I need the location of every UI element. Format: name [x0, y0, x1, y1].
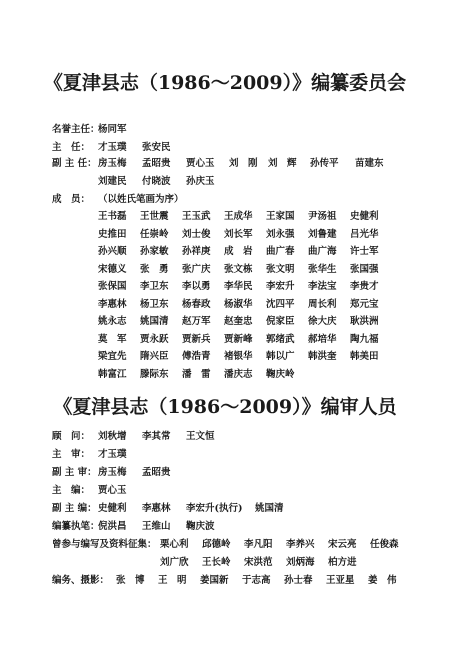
member-name: 韩以广: [266, 351, 295, 362]
member-name: 莫 军: [98, 333, 127, 345]
writer-name: 倪洪昌: [98, 521, 127, 532]
member-name: 刘士俊: [182, 228, 211, 240]
members-note: （以姓氏笔画为序）: [98, 194, 184, 205]
chief-editor-name: 贾心玉: [98, 485, 127, 496]
member-name: 潘 雷: [182, 368, 211, 380]
member-name: 刘鲁建: [308, 228, 337, 240]
writer-name: 王维山: [142, 521, 171, 532]
deputy-editor-name: 李惠林: [142, 503, 171, 514]
contributor-name: 邱德岭: [202, 539, 231, 550]
advisors-label: 顾 问：: [52, 431, 91, 442]
member-name: 刘永强: [266, 228, 295, 240]
advisor-name: 王文恒: [186, 431, 215, 442]
contributors-row: [52, 538, 412, 552]
member-name: 尹汤祖: [308, 211, 337, 222]
deputy-director-name: 房玉梅: [98, 158, 127, 169]
member-name: 孙祥庚: [182, 246, 211, 257]
member-name: 孙家敏: [140, 246, 169, 257]
director-name: 张安民: [142, 142, 171, 153]
staff-name: 姜国新: [200, 575, 229, 586]
deputy-editor-name: 史健利: [98, 503, 127, 514]
member-name: 史推田: [98, 228, 127, 240]
member-name: 韩美田: [350, 351, 379, 362]
member-name: 史健利: [350, 211, 379, 222]
member-name: 王家国: [266, 211, 295, 222]
member-name: 郭绪武: [266, 333, 295, 345]
honorary-director-row: [52, 123, 412, 137]
member-name: 贾永跃: [140, 333, 169, 345]
staff-row: [52, 574, 422, 588]
members-row: [98, 245, 408, 259]
member-name: 滕际东: [140, 368, 169, 380]
member-name: 曲广海: [308, 246, 337, 257]
deputy-directors-row-2: [52, 175, 412, 189]
writer-name: 鞠庆波: [186, 521, 215, 532]
members-row: [98, 280, 408, 294]
chief-editor-row: [52, 484, 412, 498]
members-row: [98, 368, 408, 382]
member-name: 陶九福: [350, 333, 379, 345]
staff-name: 孙士春: [284, 575, 313, 586]
deputy-reviewer-row: [52, 466, 412, 480]
member-name: 耿洪洲: [350, 316, 379, 327]
member-name: 张广庆: [182, 263, 211, 275]
deputy-director-name: 苗建东: [355, 158, 384, 169]
committee-title: 《夏津县志（1986～2009）》编纂委员会: [43, 72, 407, 94]
staff-name: 于志高: [242, 575, 271, 586]
contributor-name: 栗心利: [160, 539, 189, 550]
deputy-director-name: 付晓波: [142, 176, 171, 187]
members-label: 成 员：: [52, 194, 91, 205]
contributors-label: 曾参与编写及资料征集：: [52, 539, 157, 550]
deputy-directors-row: [52, 157, 412, 171]
chief-reviewer-row: [52, 448, 412, 462]
contributors-row-2: [52, 556, 412, 570]
staff-name: 张 博: [116, 575, 145, 586]
member-name: 梁宜先: [98, 351, 127, 362]
contributor-name: 任俊森: [370, 539, 399, 550]
director-label: 主 任：: [52, 142, 91, 153]
advisor-name: 刘秋增: [98, 431, 127, 442]
editors-title: 《夏津县志（1986～2009）》编审人员: [53, 396, 397, 418]
member-name: 倪家臣: [266, 316, 295, 327]
member-name: 刘长军: [224, 228, 253, 240]
members-row: [98, 298, 408, 312]
member-name: 王世震: [140, 211, 169, 222]
member-name: 李宏升: [266, 281, 295, 292]
members-row: [98, 263, 408, 277]
member-name: 贾新峰: [224, 333, 253, 345]
member-name: 隋兴臣: [140, 351, 169, 362]
members-row: [98, 350, 408, 364]
contributor-name: 王长岭: [202, 557, 231, 568]
members-row: [98, 228, 408, 242]
member-name: 张文栋: [224, 263, 253, 275]
member-name: 李卫东: [140, 281, 169, 292]
deputy-director-name: 孟昭贵: [142, 158, 171, 169]
deputy-editors-row: [52, 502, 412, 516]
contributor-name: 刘炳海: [286, 557, 315, 568]
member-name: 李以勇: [182, 281, 211, 292]
member-name: 杨卫东: [140, 298, 169, 310]
deputy-reviewer-label: 副 主 审：: [52, 467, 97, 478]
member-name: 李华民: [224, 281, 253, 292]
contributor-name: 刘广欣: [160, 557, 189, 568]
writers-row: [52, 520, 412, 534]
staff-label: 编务、摄影：: [52, 575, 110, 586]
member-name: 姚国清: [140, 316, 169, 327]
contributor-name: 宋洪范: [244, 557, 273, 568]
member-name: 周长利: [308, 298, 337, 310]
deputy-reviewer-name: 房玉梅: [98, 467, 127, 478]
members-label-row: [52, 193, 412, 207]
honorary-director-label: 名誉主任：: [52, 124, 100, 135]
deputy-director-name: 贾心玉: [186, 158, 215, 169]
deputy-reviewer-name: 孟昭贵: [142, 467, 171, 478]
honorary-director-name: 杨同军: [98, 124, 127, 135]
member-name: 赵奎忠: [224, 316, 253, 327]
members-row: [98, 210, 408, 224]
deputy-director-name: 刘 辉: [268, 158, 297, 169]
member-name: 许士军: [350, 246, 379, 257]
deputy-editors-label: 副 主 编：: [52, 503, 97, 514]
chief-reviewer-label: 主 审：: [52, 449, 91, 460]
member-name: 张国强: [350, 263, 379, 275]
contributor-name: 宋云亮: [328, 539, 357, 550]
member-name: 任崇岭: [140, 228, 169, 240]
member-name: 韩洪奎: [308, 351, 337, 362]
advisor-name: 李其常: [142, 431, 171, 442]
member-name: 成 岩: [224, 246, 253, 257]
chief-reviewer-name: 才玉璞: [98, 449, 127, 460]
member-name: 徐大庆: [308, 316, 337, 327]
chief-editor-label: 主 编：: [52, 485, 91, 496]
deputy-editor-name: 李宏升(执行): [186, 503, 243, 514]
member-name: 杨春政: [182, 298, 211, 310]
deputy-editor-name: 姚国清: [255, 503, 284, 514]
advisors-row: [52, 430, 412, 444]
contributor-name: 李凡阳: [244, 539, 273, 550]
member-name: 李贵才: [350, 281, 379, 292]
deputy-directors-label: 副 主 任：: [52, 158, 97, 169]
member-name: 褚银华: [224, 351, 253, 362]
deputy-director-name: 刘 刚: [229, 158, 258, 169]
member-name: 郑元宝: [350, 298, 379, 310]
director-name: 才玉璞: [98, 142, 127, 153]
members-row: [98, 333, 408, 347]
deputy-director-name: 孙传平: [310, 158, 339, 169]
member-name: 王成华: [224, 211, 253, 222]
member-name: 李惠林: [98, 298, 127, 310]
member-name: 赵万军: [182, 316, 211, 327]
member-name: 鞠庆岭: [266, 368, 295, 380]
member-name: 王玉武: [182, 211, 211, 222]
member-name: 张文明: [266, 263, 295, 275]
member-name: 李法宝: [308, 281, 337, 292]
staff-name: 姜 伟: [368, 575, 397, 586]
director-row: [52, 141, 412, 155]
contributor-name: 李养兴: [286, 539, 315, 550]
member-name: 沈四平: [266, 298, 295, 310]
contributor-name: 柏方进: [328, 557, 357, 568]
member-name: 吕光华: [350, 228, 379, 240]
member-name: 杨淑华: [224, 298, 253, 310]
staff-name: 王 明: [158, 575, 187, 586]
member-name: 韩富江: [98, 368, 127, 380]
deputy-director-name: 刘建民: [98, 176, 127, 187]
member-name: 王书磊: [98, 211, 127, 222]
staff-name: 王亚星: [326, 575, 355, 586]
member-name: 曲广春: [266, 246, 295, 257]
members-row: [98, 315, 408, 329]
member-name: 张华生: [308, 263, 337, 275]
member-name: 姚永志: [98, 316, 127, 327]
deputy-director-name: 孙庆玉: [186, 176, 215, 187]
member-name: 潘庆志: [224, 368, 253, 380]
member-name: 张 勇: [140, 263, 169, 275]
member-name: 孙兴顺: [98, 246, 127, 257]
member-name: 郝培华: [308, 333, 337, 345]
member-name: 宋德义: [98, 263, 127, 275]
member-name: 贾新兵: [182, 333, 211, 345]
member-name: 傅浩青: [182, 351, 211, 362]
member-name: 张保国: [98, 281, 127, 292]
writers-label: 编纂执笔：: [52, 521, 100, 532]
